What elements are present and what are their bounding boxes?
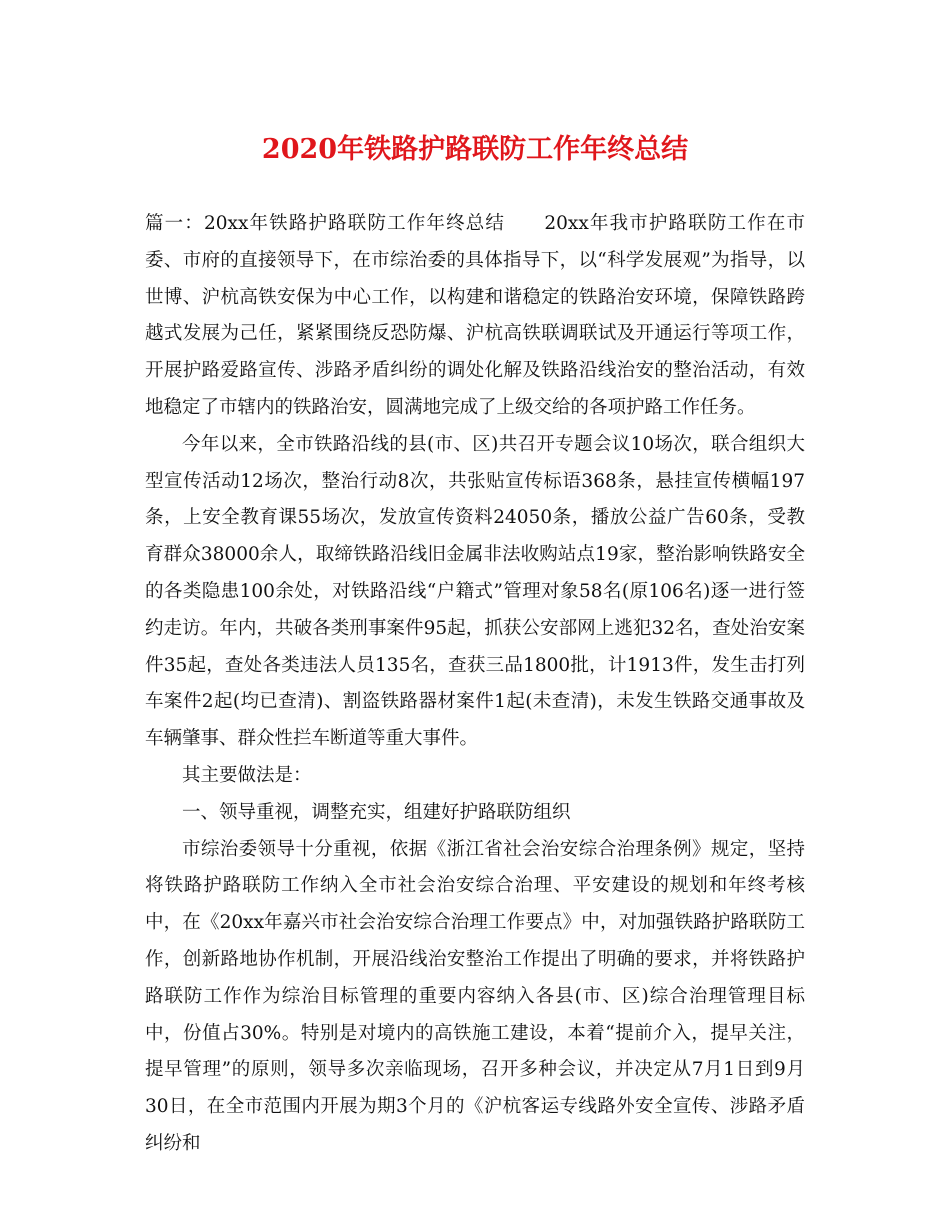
- paragraph: 篇一：20xx年铁路护路联防工作年终总结 20xx年我市护路联防工作在市委、市府的直接领导下，在市综治委的具体指导下，以“科学发展观”为指导，以世博、沪杭高铁安保为中心工作，以构建和谐稳定的铁路治安环境，保障铁路跨越式发展为己任，紧紧围绕反恐防爆、沪杭高铁联调联试及开通运行等项工作，开展护路爱路宣传、涉路矛盾纠纷的调处化解及铁路沿线治安的整治活动，有效地稳定了市辖内的铁路治安，圆满地完成了上级交给的各项护路工作任务。: [145, 213, 805, 418]
- page-title: 2020年铁路护路联防工作年终总结: [261, 134, 689, 165]
- paragraph: 今年以来，全市铁路沿线的县(市、区)共召开专题会议10场次，联合组织大型宣传活动12场次，整治行动8次，共张贴宣传标语368条，悬挂宣传横幅197条，上安全教育课55场次，发放宣传资料24050条，播放公益广告60条，受教育群众38000余人，取缔铁路沿线旧金属非法收购站点19家，整治影响铁路安全的各类隐患100余处，对铁路沿线“户籍式”管理对象58名(原106名)逐一进行签约走访。年内，共破各类刑事案件95起，抓获公安部网上逃犯32名，查处治安案件35起，查处各类违法人员135名，查获三品1800批，计1913件，发生击打列车案件2起(均已查清)、割盗铁路器材案件1起(未查清)，未发生铁路交通事故及车辆肇事、群众性拦车断道等重大事件。: [145, 433, 805, 750]
- document-body: [145, 206, 805, 1163]
- paragraph: 市综治委领导十分重视，依据《浙江省社会治安综合治理条例》规定，坚持将铁路护路联防工作纳入全市社会治安综合治理、平安建设的规划和年终考核中，在《20xx年嘉兴市社会治安综合治理工作要点》中，对加强铁路护路联防工作，创新路地协作机制，开展沿线治安整治工作提出了明确的要求，并将铁路护路联防工作作为综治目标管理的重要内容纳入各县(市、区)综合治理管理目标中，份值占30%。特别是对境内的高铁施工建设，本着“提前介入，提早关注，提早管理”的原则，领导多次亲临现场，召开多种会议，并决定从7月1日到9月30日，在全市范围内开展为期3个月的《沪杭客运专线路外安全宣传、涉路矛盾纠纷和: [145, 838, 805, 1154]
- section-heading: 一、领导重视，调整充实，组建好护路联防组织: [182, 801, 571, 823]
- paragraph: 其主要做法是：: [182, 764, 312, 786]
